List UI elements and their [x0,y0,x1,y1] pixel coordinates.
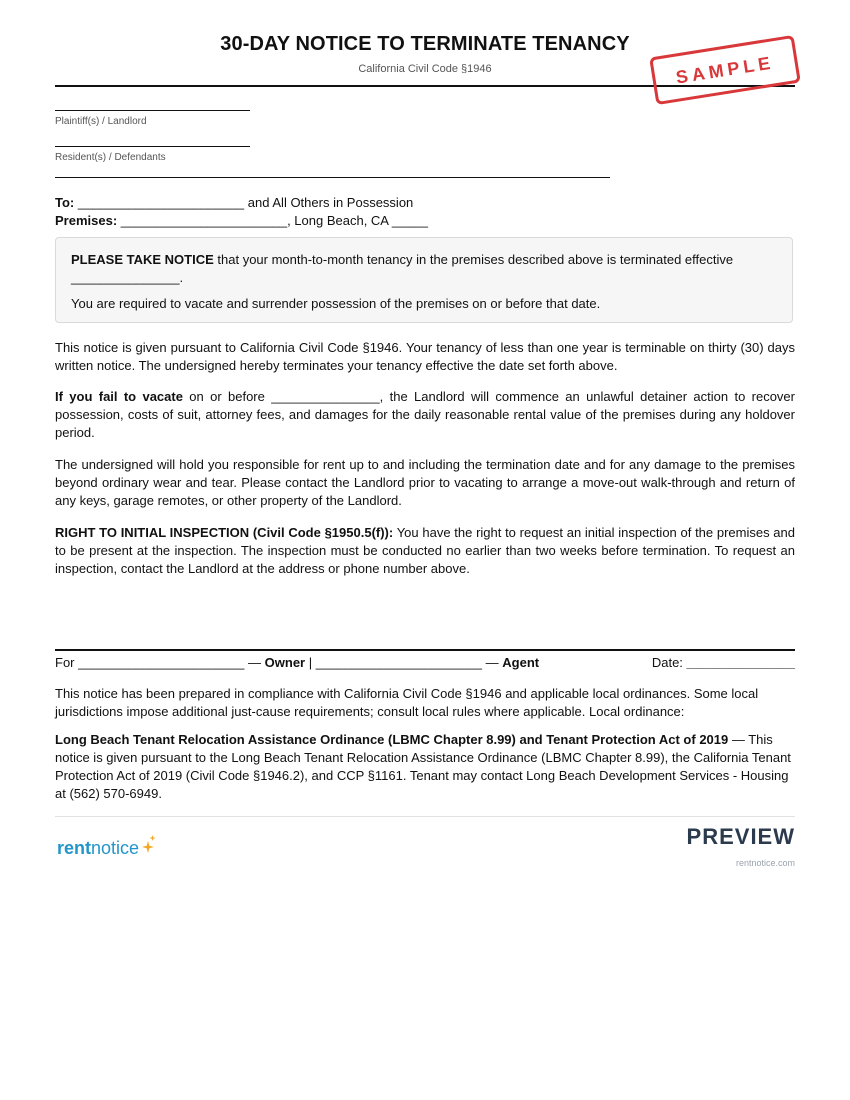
ordinance-bold: Long Beach Tenant Relocation Assistance Ordinance (LBMC Chapter 8.99) and Tenant Protection Act of 2019 [55,732,729,747]
premises-blank: _______________________ [120,213,288,228]
dash-2: — [482,655,503,670]
ordinance-paragraph [55,731,795,803]
signature-line [55,655,795,670]
separator: | [305,655,316,670]
to-line [55,195,413,210]
sparkle-icon [140,835,156,855]
notice-lead-bold: PLEASE TAKE NOTICE [71,252,214,267]
date-label: Date: [651,655,683,670]
notice-lead [71,251,777,287]
to-label: To: [55,195,75,210]
logo-rent-text: rent [57,838,92,858]
plaintiff-label: Plaintiff(s) / Landlord [55,116,147,127]
to-blank: _______________________ [77,195,245,210]
paragraph-responsibility: The undersigned will hold you responsible for rent up to and including the termination date and for any damage to the premises beyond ordinary wear and tear. Please contact the Landlord prior to vacating to arrange a move-out walk-through and return of any keys, garage remotes, or other property of the Landlord. [55,457,795,508]
inspection-bold: RIGHT TO INITIAL INSPECTION (Civil Code §1950.5(f)): [55,525,394,540]
premises-line [55,213,428,228]
owner-label: Owner [264,655,306,670]
premises-suffix: , Long Beach, CA _____ [287,213,429,228]
paragraph-inspection [55,524,795,578]
to-suffix: and All Others in Possession [247,195,414,210]
dash-1: — [244,655,265,670]
inspection-text: You have the right to request an initial inspection of the premises and to be present at the inspection. The inspection must be conducted no earlier than two weeks before termination. To request an inspection, contact the Landlord at the address or phone number above. [55,525,796,576]
notice-box [55,237,793,323]
paragraph-fail-to-vacate [55,388,795,442]
agent-blank: _______________________ [315,655,483,670]
notice-vacate-text: You are required to vacate and surrender possession of the premises on or before that date. [71,296,601,311]
preview-watermark: PREVIEW [686,824,795,849]
premises-label: Premises: [55,213,118,228]
fail-to-vacate-text: on or before _______________, the Landlord will commence an unlawful detainer action to recover possession, costs of suit, attorney fees, and damages for the daily reasonable rental value of the premises during any holdover period. [55,389,795,440]
notice-lead-text: that your month-to-month tenancy in the premises described above is terminated effective _______________. [71,252,734,285]
compliance-paragraph: This notice has been prepared in compliance with California Civil Code §1946 and applicable local ordinances. Some local jurisdictions impose additional just-cause requirements; consult local rules where applicable. Local ordinance: [55,686,759,719]
signature-rule [55,649,795,651]
plaintiff-signature-line [55,110,250,111]
date-field [652,655,795,670]
logo-notice-text: notice [91,838,140,858]
caption-divider [55,177,610,178]
ordinance-text: — This notice is given pursuant to the Long Beach Tenant Relocation Assistance Ordinance (LBMC Chapter 8.99), the California Tenant Protection Act of 2019 (Civil Code §1946.2), and CCP §1161. Tenant may contact Long Beach Development Services - Housing at (562) 570-6949. [55,732,791,801]
document-subtitle: California Civil Code §1946 [358,63,492,75]
site-url: rentnotice.com [735,858,795,868]
for-label: For [55,655,75,670]
paragraph-statute: This notice is given pursuant to California Civil Code §1946. Your tenancy of less than one year is terminable on thirty (30) days written notice. The undersigned hereby terminates your tenancy effective the date set forth above. [55,340,795,373]
owner-blank: _______________________ [78,655,245,670]
sample-stamp: SAMPLE [649,35,801,105]
agent-label: Agent [502,655,540,670]
resident-label: Resident(s) / Defendants [55,152,166,163]
resident-signature-line [55,146,250,147]
fail-to-vacate-bold: If you fail to vacate [55,389,183,404]
footer-divider [55,816,795,817]
date-blank: _______________ [686,655,795,670]
document-title: 30-DAY NOTICE TO TERMINATE TENANCY [220,33,630,55]
rentnotice-logo [57,838,139,859]
